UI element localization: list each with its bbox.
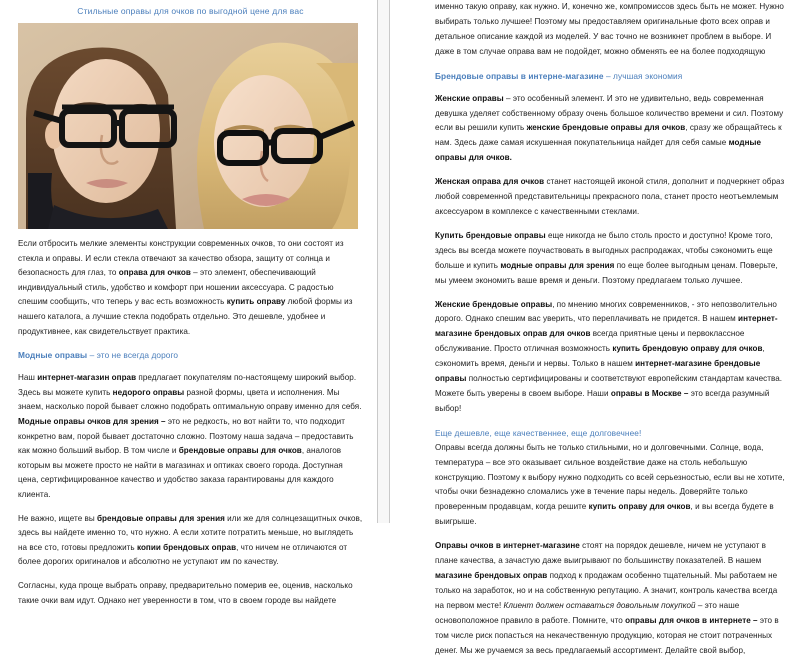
paragraph bbox=[435, 441, 787, 530]
text-run: , аналогов которым вы можете просто не найти в магазинах и оптиках своего города. Доступная цена, сертифицированное качество и удобство заказа гарантированы для каждого клиента. bbox=[18, 446, 343, 499]
text-run: или же для солнцезащитных очков, здесь вы найдете именно то, что нужно. А если хотите потратить меньше, но выглядеть на все сто, готовы предложить bbox=[18, 513, 363, 552]
right-subheading-1 bbox=[435, 69, 787, 83]
paragraph bbox=[18, 371, 363, 502]
emphasis-bold: модные оправы для зрения bbox=[500, 260, 615, 270]
emphasis-bold: купить оправу bbox=[226, 297, 286, 307]
left-subheading bbox=[18, 348, 363, 362]
emphasis-bold: Модные оправы очков для зрения – bbox=[18, 416, 166, 426]
text-run: всегда приятные цены и первоклассное обслуживание. Просто отличная возможность bbox=[435, 329, 745, 354]
emphasis-bold: модные оправы для очков. bbox=[435, 138, 761, 163]
right-subheading-2 bbox=[435, 426, 787, 440]
text-run: , сразу же обращайтесь к нам. Здесь даже самая искушенная покупательница найдет для себя самые bbox=[435, 123, 782, 148]
paragraph bbox=[435, 175, 787, 220]
paragraph bbox=[18, 237, 363, 339]
text-run: , и вы всегда будете в выигрыше. bbox=[435, 502, 774, 527]
emphasis-bold: оправы для очков в интернете – bbox=[625, 615, 758, 625]
emphasis-bold: Женская оправа для очков bbox=[435, 177, 545, 187]
left-subheading-bold: Модные оправы bbox=[18, 350, 88, 361]
emphasis-bold: недорого оправы bbox=[112, 387, 185, 397]
right-body-top bbox=[435, 0, 787, 60]
text-run: Согласны, куда проще выбрать оправу, предварительно померив ее, оценив, насколько такие очки вам идут. Однако нет уверенности в том, что в своем городе вы найдете bbox=[18, 580, 353, 605]
text-run: по еще более выгодным ценам. Поверьте, мы умеем экономить ваше время и деньги. Поэтому предлагаем только лучшее. bbox=[435, 260, 778, 285]
text-run: , что ничем не отличаются от более дорогих оригиналов и абсолютно не уступают им по качеству. bbox=[18, 542, 348, 567]
emphasis-bold: Женские оправы bbox=[435, 93, 504, 103]
emphasis-bold: копии брендовых оправ bbox=[136, 542, 237, 552]
emphasis-bold: магазине брендовых оправ bbox=[435, 571, 548, 580]
hero-photo bbox=[18, 23, 358, 229]
left-body-top bbox=[18, 237, 363, 339]
emphasis-bold: оправа для очков bbox=[118, 268, 191, 278]
text-run: полностью сертифицированы и соответствуют европейским стандартам качества. Можете быть уверены в своем выборе. Наши bbox=[435, 374, 783, 398]
right-body-bottom bbox=[435, 441, 787, 659]
right-column bbox=[390, 0, 799, 667]
right-body-mid bbox=[435, 92, 787, 417]
text-run: именно такую оправу, как нужно. И, конечно же, компромиссов здесь быть не может. Нужно выбирать только лучшее! Поэтому мы предоставляем оригинальные фото всех оправ и детальное описание каждой из моделей. У вас точно не возникнет проблем в выборе. И даже в том случае оправа вам не подойдет, можно обменять ее на более подходящую bbox=[435, 2, 784, 56]
paragraph bbox=[435, 0, 787, 60]
emphasis-italic: Клиент должен оставаться довольным покупкой bbox=[503, 600, 696, 610]
paragraph bbox=[18, 579, 363, 608]
text-run: разной формы, цвета и исполнения. Мы знаем, насколько порой бывает сложно подобрать оптимальную оправу именно для себя. bbox=[18, 387, 362, 412]
text-run: – это особенный элемент. И это не удивительно, ведь современная девушка уделяет собственному образу очень большое количество времени и сил. Поэтому если вы решили купить bbox=[435, 93, 784, 133]
right-subheading-2-rest: Еще дешевле, еще качественнее, еще долговечнее! bbox=[435, 427, 642, 438]
text-run: – это элемент, обеспечивающий индивидуальный стиль, удобство и комфорт при ношении аксессуара. С радостью спешим сообщить, что теперь у вас есть возможность bbox=[18, 268, 334, 307]
left-column bbox=[0, 0, 377, 617]
text-run: стоят на порядок дешевле, ничем не уступают в плане качества, а зачастую даже выигрывают по большинству показателей. В нашем bbox=[435, 541, 767, 566]
text-run: это в том числе риск попасться на некачественную продукцию, которая не стоит потраченных денег. Мы же ручаемся за весь предлагаемый ассортимент. Делайте свой выбор, bbox=[435, 615, 779, 655]
text-run: – это наше основоположное правило в работе. Помните, что bbox=[435, 600, 740, 625]
text-run: Не важно, ищете вы bbox=[18, 513, 98, 523]
text-run: это не редкость, но вот найти то, что подходит конкретно вам, порой бывает достаточно сложно. Поэтому наша задача – предоставить как можно больший выбор. В том числе и bbox=[18, 416, 354, 456]
emphasis-bold: купить оправу для очков bbox=[588, 502, 691, 512]
emphasis-bold: брендовые оправы для очков bbox=[178, 446, 302, 456]
text-run: любой формы из нашего каталога, а лучшие стекла подобрать отдельно. Это дешевле, удобнее и продуктивнее, как свидетельствует практика. bbox=[18, 297, 353, 336]
emphasis-bold: Женские брендовые оправы bbox=[435, 299, 553, 309]
text-run: предлагает покупателям по-настоящему широкий выбор. Здесь вы можете купить bbox=[18, 373, 357, 397]
text-run: это всегда разумный выбор! bbox=[435, 388, 770, 413]
column-gutter bbox=[378, 0, 389, 523]
emphasis-bold: женские брендовые оправы для очков bbox=[526, 123, 686, 133]
left-subheading-rest: – это не всегда дорого bbox=[87, 350, 179, 361]
emphasis-bold: интернет-магазин оправ bbox=[37, 373, 137, 383]
emphasis-bold: Оправы очков в интернет-магазине bbox=[435, 541, 580, 551]
emphasis-bold: купить брендовую оправу для очков bbox=[612, 344, 763, 354]
page-title: Стильные оправы для очков по выгодной цене для вас bbox=[77, 6, 304, 16]
column-divider-left bbox=[377, 0, 378, 523]
text-run: Оправы всегда должны быть не только стильными, но и долговечными. Солнце, вода, температура – все это оказывает сильное воздействие даже на столь небольшую конструкцию. Поэтому к выбору нужно подходить со всей серьезностью, если вы не хотите, чтобы очки безнадежно сломались уже в течение пары недель. Доверяйте только проверенным продавцам, когда решите bbox=[435, 442, 785, 512]
emphasis-bold: Купить брендовые оправы bbox=[435, 230, 546, 240]
text-run: еще никогда не было столь просто и доступно! Кроме того, здесь вы всегда можете поучаствовать в выгодных распродажах, чтобы сэкономить еще больше и купить bbox=[435, 230, 773, 270]
paragraph bbox=[435, 229, 787, 289]
emphasis-bold: интернет-магазине брендовые оправы bbox=[435, 359, 761, 384]
text-run: станет настоящей иконой стиля, дополнит и подчеркнет образ любой современной представительницы прекрасного пола, станет просто неотъемлемым аксессуаром в комплексе с качественными стеклами. bbox=[435, 177, 785, 216]
paragraph bbox=[435, 539, 787, 658]
emphasis-bold: оправы в Москве – bbox=[610, 388, 689, 398]
emphasis-bold: брендовые оправы для зрения bbox=[97, 513, 225, 523]
text-run: Наш bbox=[18, 373, 38, 383]
right-subheading-1-rest: – лучшая экономия bbox=[603, 70, 683, 81]
right-subheading-1-bold: Брендовые оправы в интерне-магазине bbox=[435, 70, 604, 81]
paragraph bbox=[435, 92, 787, 167]
emphasis-bold: интернет-магазине брендовых оправ для очков bbox=[435, 314, 778, 339]
paragraph bbox=[435, 298, 787, 417]
text-run: , сэкономить время, деньги и нервы. Только в нашем bbox=[435, 344, 765, 369]
paragraph bbox=[18, 512, 363, 570]
text-run: подход к продажам особенно тщательный. Мы работаем не только на заработок, но и на собственную репутацию. А значит, контроль качества всегда на первом месте! bbox=[435, 571, 778, 610]
hero-photo-illustration bbox=[18, 23, 358, 229]
text-run: Если отбросить мелкие элементы конструкции современных очков, то они состоят из стекла и оправы. И если стекла отвечают за качество обзора, защиту от солнца и безопасность для глаз, то bbox=[18, 239, 344, 278]
left-body-bottom bbox=[18, 371, 363, 608]
text-run: , по мнению многих современников, - это непозволительно дорого. Однако спешим вас уверить, что переплачивать не придется. В нашем bbox=[435, 299, 777, 324]
